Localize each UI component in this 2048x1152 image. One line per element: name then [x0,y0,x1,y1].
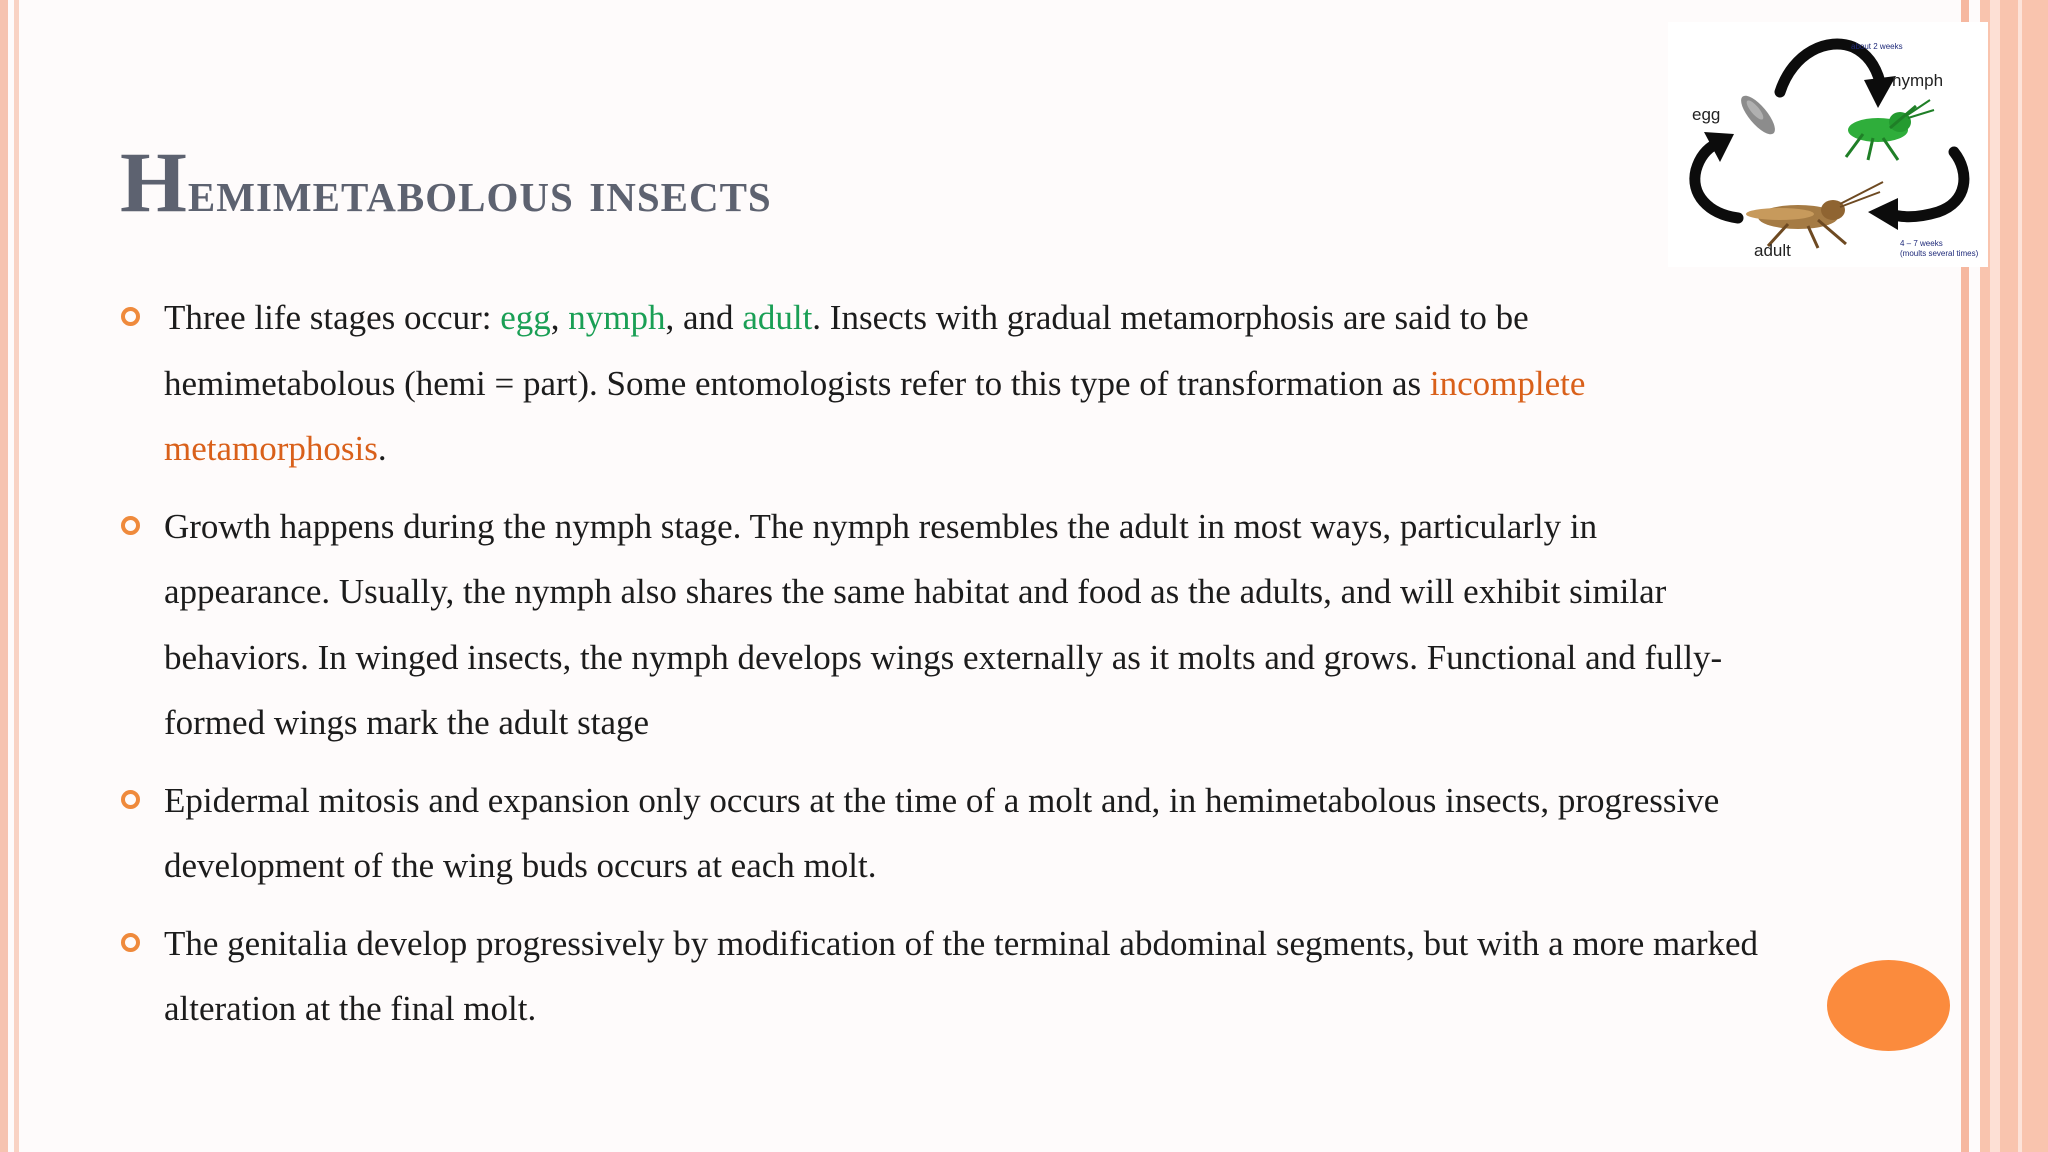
right-duration-note-detail: (moults several times) [1900,249,1979,258]
bullet-text: , and [665,298,743,337]
bullet-text: The genitalia develop progressively by modification of the terminal abdominal segments, but with a more marked alteration at the final molt. [164,923,1759,1028]
highlighted-term: egg [500,298,551,337]
right-border-highlight-2 [2018,0,2022,1152]
bullet-text: . Insects with gradual metamorphosis are said to be hemimetabolous (hemi = part). Some entomologists refer to this type of transformation as [164,298,1529,403]
bullet-text: Growth happens during the nymph stage. The nymph resembles the adult in most ways, particularly in appearance. Usually, the nymph also shares the same habitat and food as the adults, and will exhibit similar behaviors. In winged insects, the nymph develops wings externally as it molts and grows. Functional and fully-formed wings mark the adult stage [164,506,1723,742]
adult-label: adult [1754,241,1791,260]
bullet-text: . [377,429,387,468]
bullet-circle-icon [121,307,140,326]
bullet-circle-icon [121,790,140,809]
nymph-label: nymph [1892,71,1944,90]
bullet-list [120,285,1760,1054]
right-duration-note: 4 – 7 weeks [1900,239,1943,248]
egg-label: egg [1692,105,1721,124]
life-cycle-diagram [1668,22,1988,267]
bullet-item [120,911,1760,1042]
bullet-text: Epidermal mitosis and expansion only occurs at the time of a molt and, in hemimetabolous insects, progressive development of the wing buds occurs at each molt. [164,780,1720,885]
bullet-item [120,494,1760,756]
bullet-circle-icon [121,933,140,952]
highlighted-term: adult [742,298,813,337]
right-border-highlight [1990,0,2000,1152]
top-duration-note: about 2 weeks [1851,42,1903,51]
bullet-circle-icon [121,516,140,535]
bullet-text: , [550,298,569,337]
title-rest: emimetabolous insects [187,159,772,224]
title-first-letter: H [120,134,188,230]
left-border [0,0,8,1152]
orange-accent-circle [1827,960,1950,1051]
slide-title [120,132,772,232]
highlighted-term: nymph [568,298,666,337]
highlighted-key-term: incomplete metamorphosis [164,363,1586,468]
left-border-inner [14,0,19,1152]
bullet-item [120,285,1760,482]
bullet-text: Three life stages occur: [164,298,501,337]
bullet-item [120,768,1760,899]
